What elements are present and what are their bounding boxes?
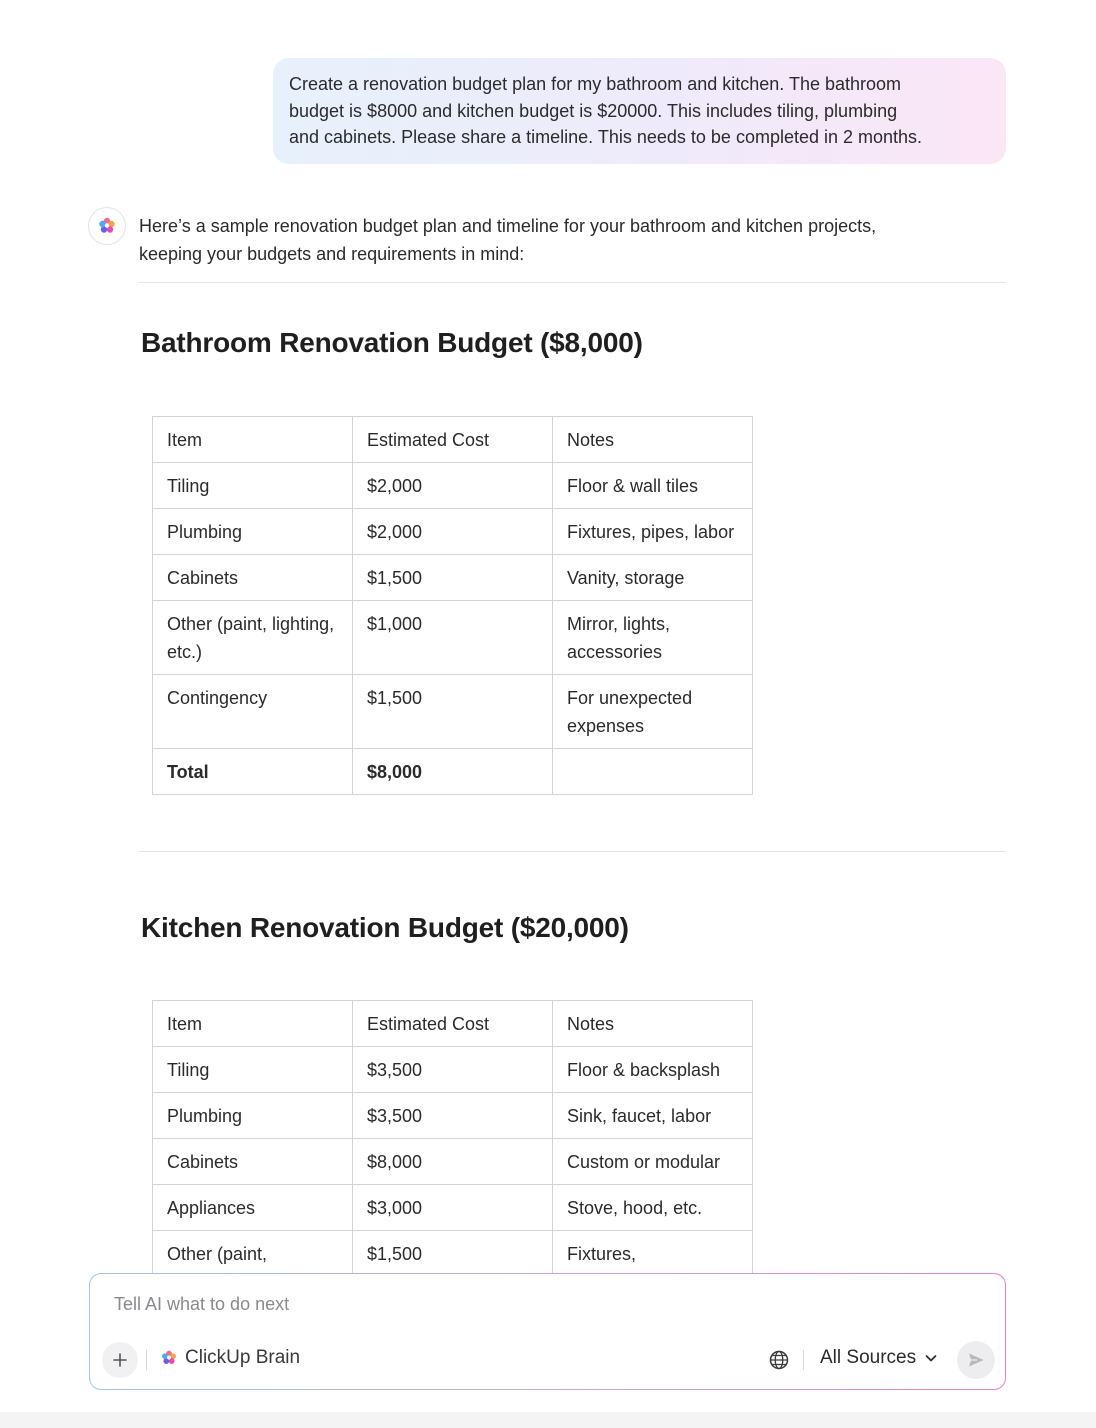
table-cell-item: Cabinets <box>153 1139 353 1185</box>
table-cell-notes: Custom or modular <box>553 1139 753 1185</box>
table-cell-notes: Vanity, storage <box>553 555 753 601</box>
ai-composer-inner <box>90 1274 1005 1389</box>
table-cell-cost: $1,500 <box>353 675 553 749</box>
sources-dropdown[interactable] <box>820 1347 938 1369</box>
bathroom-budget-title: Bathroom Renovation Budget ($8,000) <box>141 327 643 358</box>
clickup-brain-button[interactable] <box>160 1347 300 1369</box>
table-row <box>153 1231 753 1277</box>
user-message-line: and cabinets. Please share a timeline. This needs to be completed in 2 months. <box>289 127 923 147</box>
table-cell-notes: Fixtures, <box>553 1231 753 1277</box>
table-header-cell: Item <box>153 1001 353 1047</box>
table-row <box>153 555 753 601</box>
table-row <box>153 1139 753 1185</box>
table-cell-cost: $3,500 <box>353 1093 553 1139</box>
add-attachment-button[interactable] <box>102 1342 138 1378</box>
table-cell-cost: $3,000 <box>353 1185 553 1231</box>
table-cell-item: Contingency <box>153 675 353 749</box>
table-cell-notes: Floor & wall tiles <box>553 463 753 509</box>
table-cell-item: Appliances <box>153 1185 353 1231</box>
table-total-row <box>153 749 753 795</box>
table-row <box>153 463 753 509</box>
table-cell-notes: For unexpected expenses <box>553 675 753 749</box>
section-divider <box>139 282 1006 283</box>
ai-composer <box>89 1273 1006 1390</box>
ai-intro-text <box>139 212 999 268</box>
table-cell-item: Other (paint, <box>153 1231 353 1277</box>
ai-intro-line: Here’s a sample renovation budget plan and timeline for your bathroom and kitchen projects, <box>139 216 877 236</box>
table-header-cell: Item <box>153 417 353 463</box>
globe-icon <box>768 1349 790 1371</box>
table-cell-item: Plumbing <box>153 509 353 555</box>
user-message-line: budget is $8000 and kitchen budget is $20000. This includes tiling, plumbing <box>289 100 898 121</box>
table-cell-item: Total <box>153 749 353 795</box>
table-cell-cost: $1,500 <box>353 1231 553 1277</box>
table-row <box>153 1093 753 1139</box>
table-header-cell: Notes <box>553 1001 753 1047</box>
table-cell-item: Cabinets <box>153 555 353 601</box>
section-divider <box>139 851 1006 852</box>
send-button[interactable] <box>957 1341 995 1379</box>
send-icon <box>966 1350 986 1370</box>
table-cell-notes: Fixtures, pipes, labor <box>553 509 753 555</box>
kitchen-budget-title: Kitchen Renovation Budget ($20,000) <box>141 912 629 943</box>
table-cell-cost: $1,000 <box>353 601 553 675</box>
table-header-row <box>153 417 753 463</box>
ai-avatar <box>88 207 126 245</box>
clickup-brain-icon <box>160 1349 178 1367</box>
toolbar-separator <box>146 1350 147 1370</box>
table-cell-cost: $8,000 <box>353 749 553 795</box>
table-header-cell: Estimated Cost <box>353 1001 553 1047</box>
table-cell-item: Tiling <box>153 463 353 509</box>
table-cell-cost: $2,000 <box>353 463 553 509</box>
table-row <box>153 1185 753 1231</box>
table-cell-cost: $2,000 <box>353 509 553 555</box>
table-row <box>153 675 753 749</box>
sources-label: All Sources <box>820 1347 917 1368</box>
table-header-row <box>153 1001 753 1047</box>
user-message-line: Create a renovation budget plan for my bathroom and kitchen. The bathroom <box>289 74 902 94</box>
table-cell-cost: $1,500 <box>353 555 553 601</box>
table-row <box>153 1047 753 1093</box>
clickup-brain-icon <box>97 216 117 236</box>
kitchen-budget-table <box>152 1000 753 1277</box>
bottom-bar <box>0 1412 1096 1428</box>
table-cell-notes: Sink, faucet, labor <box>553 1093 753 1139</box>
toolbar-separator <box>803 1350 804 1370</box>
table-row <box>153 601 753 675</box>
table-cell-notes: Stove, hood, etc. <box>553 1185 753 1231</box>
table-row <box>153 509 753 555</box>
ai-intro-line: keeping your budgets and requirements in mind: <box>139 244 525 264</box>
chevron-down-icon <box>924 1351 938 1365</box>
table-header-cell: Notes <box>553 417 753 463</box>
user-message-bubble <box>273 58 1006 164</box>
table-cell-item: Plumbing <box>153 1093 353 1139</box>
table-cell-notes: Mirror, lights, accessories <box>553 601 753 675</box>
table-cell-item: Tiling <box>153 1047 353 1093</box>
web-search-button[interactable] <box>768 1349 790 1371</box>
table-header-cell: Estimated Cost <box>353 417 553 463</box>
bathroom-budget-table <box>152 416 753 795</box>
table-cell-notes: Floor & backsplash <box>553 1047 753 1093</box>
table-cell-item: Other (paint, lighting, etc.) <box>153 601 353 675</box>
table-cell-notes <box>553 749 753 795</box>
table-cell-cost: $8,000 <box>353 1139 553 1185</box>
prompt-input[interactable] <box>114 1294 914 1315</box>
clickup-brain-label: ClickUp Brain <box>185 1347 301 1368</box>
plus-icon <box>112 1352 128 1368</box>
table-cell-cost: $3,500 <box>353 1047 553 1093</box>
